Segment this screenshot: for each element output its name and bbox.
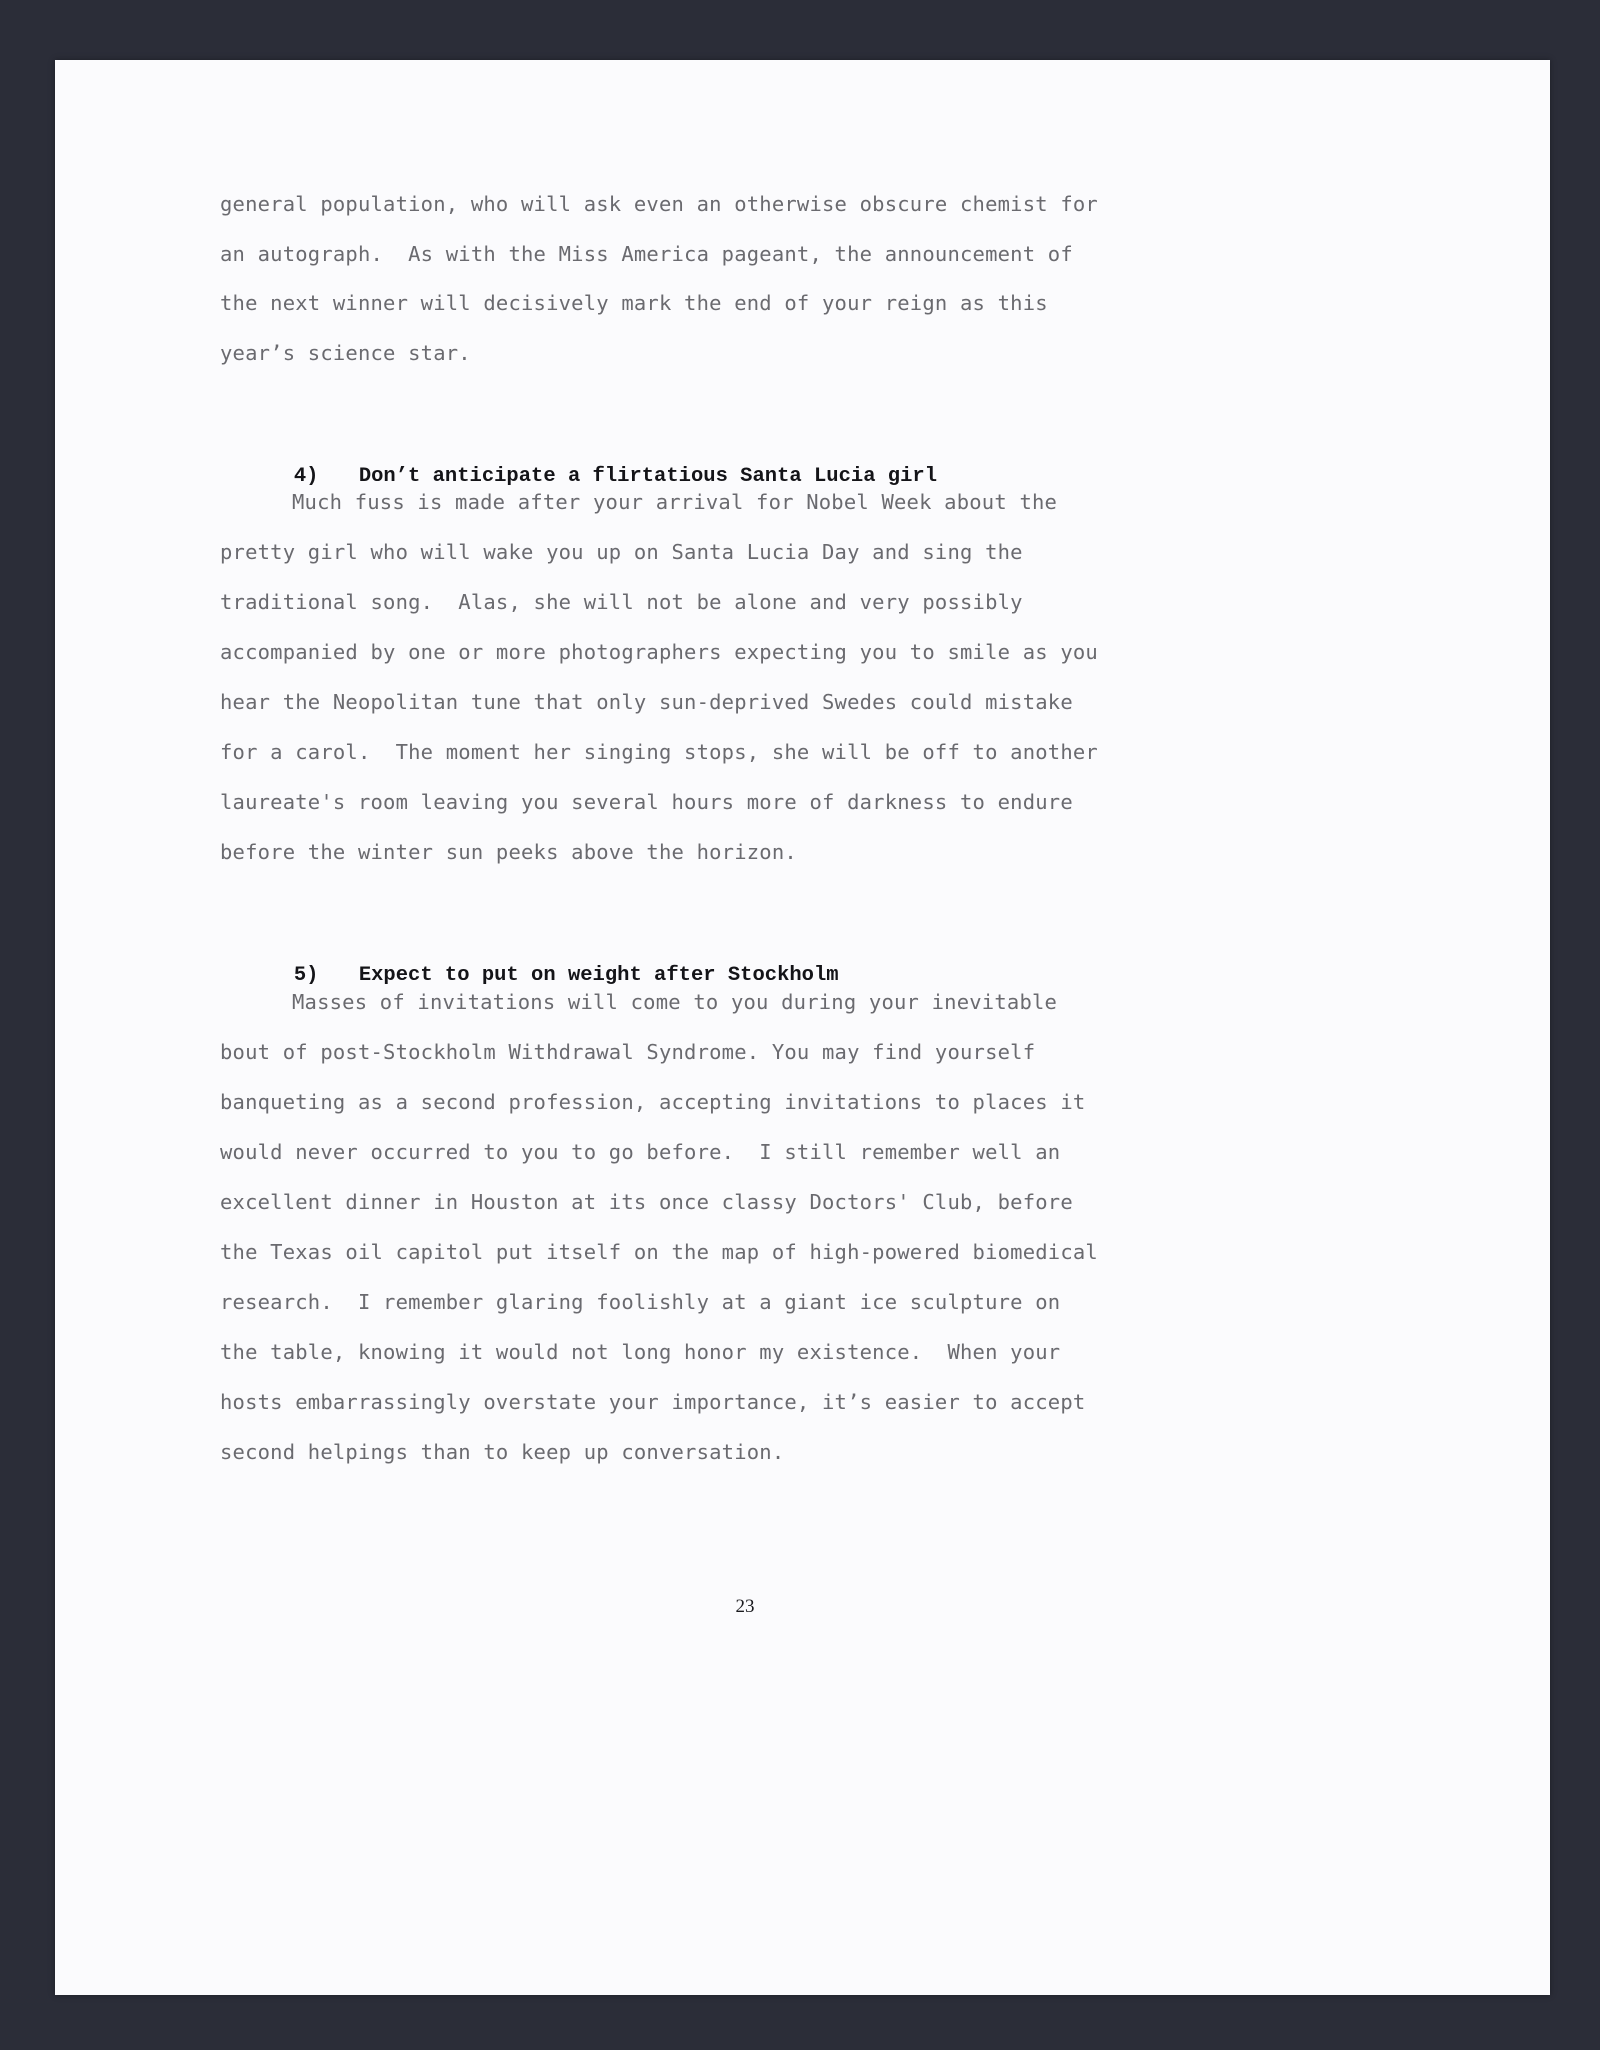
paragraph-line: traditional song. Alas, she will not be alone and very possibly bbox=[220, 590, 1023, 614]
paragraph-line: Masses of invitations will come to you during your inevitable bbox=[292, 990, 1058, 1014]
paragraph-line: for a carol. The moment her singing stops, she will be off to another bbox=[220, 740, 1098, 764]
paragraph-line: the next winner will decisively mark the end of your reign as this bbox=[220, 291, 1048, 315]
paragraph-line: laureate's room leaving you several hours more of darkness to endure bbox=[220, 790, 1073, 814]
paragraph-line: hosts embarrassingly overstate your importance, it’s easier to accept bbox=[220, 1390, 1086, 1414]
paragraph-line: the table, knowing it would not long honor my existence. When your bbox=[220, 1340, 1061, 1364]
paragraph-line: an autograph. As with the Miss America pageant, the announcement of bbox=[220, 242, 1073, 266]
paragraph-line: would never occurred to you to go before. I still remember well an bbox=[220, 1140, 1061, 1164]
paragraph-line: year’s science star. bbox=[220, 341, 471, 365]
paragraph-line: accompanied by one or more photographers expecting you to smile as you bbox=[220, 640, 1098, 664]
paragraph-line: excellent dinner in Houston at its once classy Doctors' Club, before bbox=[220, 1190, 1073, 1214]
paragraph-line: Much fuss is made after your arrival for Nobel Week about the bbox=[292, 490, 1058, 514]
paragraph-line: pretty girl who will wake you up on Santa Lucia Day and sing the bbox=[220, 540, 1023, 564]
paragraph-line: the Texas oil capitol put itself on the map of high-powered biomedical bbox=[220, 1240, 1098, 1264]
paragraph-line: general population, who will ask even an otherwise obscure chemist for bbox=[220, 192, 1098, 216]
document-page bbox=[55, 60, 1550, 1995]
paragraph-line: before the winter sun peeks above the horizon. bbox=[220, 840, 797, 864]
section-title: Expect to put on weight after Stockholm bbox=[358, 964, 839, 987]
section-title: Don’t anticipate a flirtatious Santa Lucia girl bbox=[358, 465, 938, 488]
section-number: 5) bbox=[293, 964, 319, 987]
paragraph-line: banqueting as a second profession, accepting invitations to places it bbox=[220, 1090, 1086, 1114]
paragraph-line: bout of post-Stockholm Withdrawal Syndrome. You may find yourself bbox=[220, 1040, 1036, 1064]
paragraph-line: second helpings than to keep up conversation. bbox=[220, 1440, 785, 1464]
paragraph-line: research. I remember glaring foolishly at a giant ice sculpture on bbox=[220, 1290, 1061, 1314]
section-number: 4) bbox=[293, 465, 319, 488]
paragraph-line: hear the Neopolitan tune that only sun-deprived Swedes could mistake bbox=[220, 690, 1073, 714]
page-number: 23 bbox=[735, 1596, 755, 1617]
